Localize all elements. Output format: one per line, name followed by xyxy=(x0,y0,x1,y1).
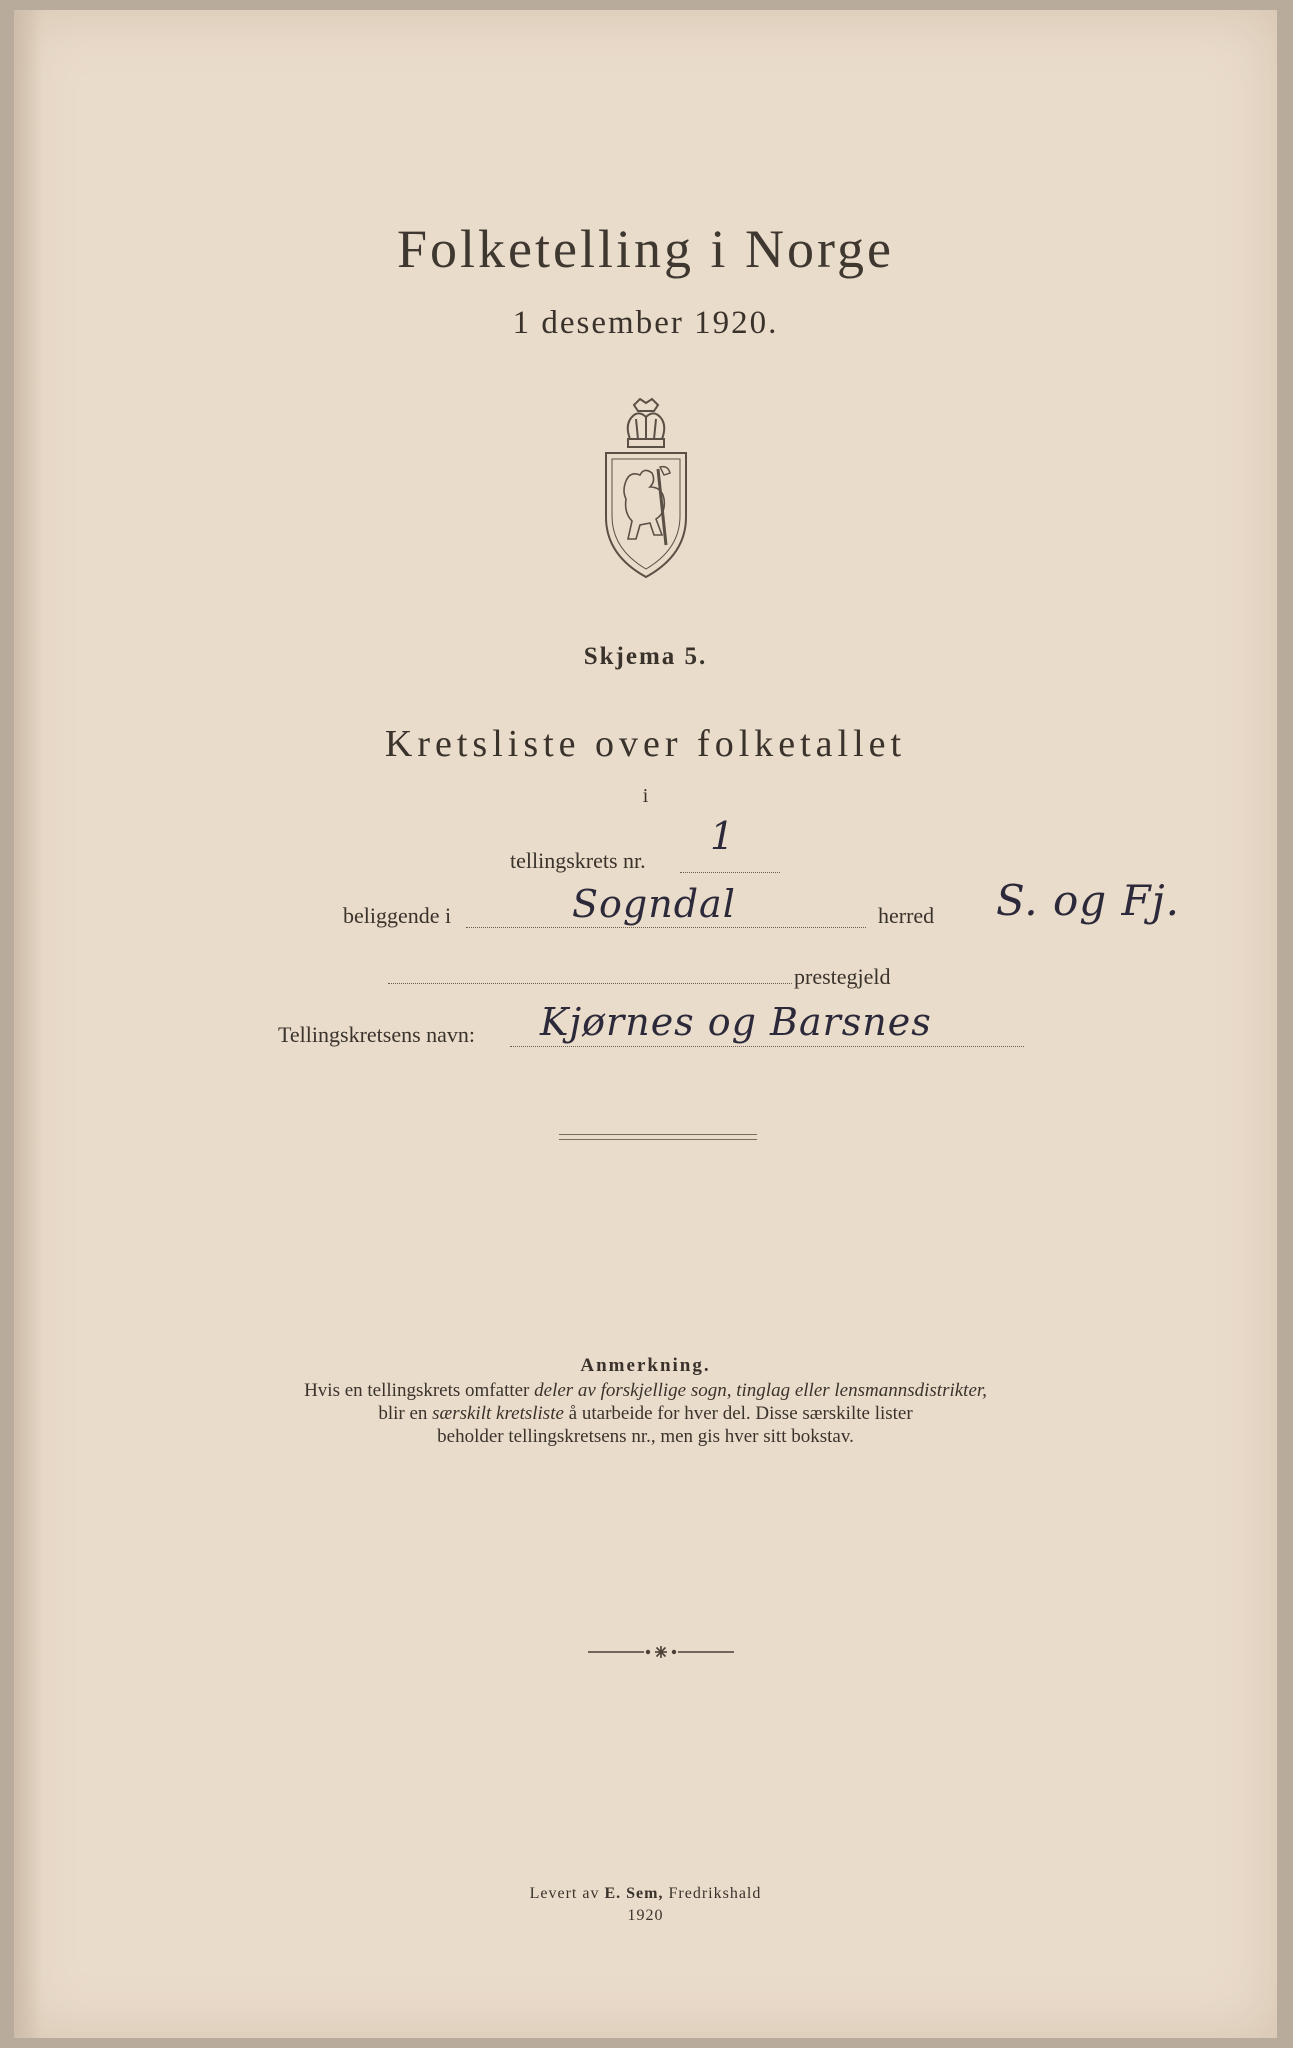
note-line-2 xyxy=(214,1402,1077,1425)
navn-line xyxy=(510,1046,1024,1047)
krets-value: 1 xyxy=(710,814,736,858)
herred-value: S. og Fj. xyxy=(996,876,1181,925)
ornament-divider-icon xyxy=(586,1644,736,1660)
norwegian-coat-of-arms-icon xyxy=(596,395,696,581)
beliggende-label: beliggende i xyxy=(343,903,452,928)
preposition-i: i xyxy=(642,785,649,807)
note-line-3: beholder tellingskretsens nr., men gis hver sitt bokstav. xyxy=(437,1426,854,1447)
herred-label: herred xyxy=(878,903,935,928)
divider-top xyxy=(559,1134,757,1135)
note-title: Anmerkning. xyxy=(580,1355,711,1376)
document-title: Folketelling i Norge xyxy=(397,219,894,279)
printer-place: Fredrikshald xyxy=(663,1885,762,1902)
printer-line xyxy=(14,1883,1277,1905)
beliggende-line xyxy=(466,927,866,928)
form-heading: Kretsliste over folketallet xyxy=(384,723,907,765)
note-line-2-italic: særskilt kretsliste xyxy=(432,1403,564,1424)
navn-label: Tellingskretsens navn: xyxy=(278,1022,476,1047)
document-date: 1 desember 1920. xyxy=(512,305,779,341)
note-line-1-text: Hvis en tellingskrets omfatter xyxy=(304,1380,535,1401)
prestegjeld-line xyxy=(388,983,792,984)
note-line-1 xyxy=(214,1379,1077,1402)
printer-name: E. Sem, xyxy=(604,1885,664,1902)
krets-label: tellingskrets nr. xyxy=(510,848,646,873)
krets-line xyxy=(680,872,780,873)
printer-prefix: Levert av xyxy=(529,1885,605,1902)
census-form-page xyxy=(14,10,1277,2038)
note-line-2-text-a: blir en xyxy=(378,1403,433,1424)
printer-credit xyxy=(14,1883,1277,1927)
printer-year: 1920 xyxy=(627,1907,664,1924)
schema-number: Skjema 5. xyxy=(583,643,708,670)
divider-bottom xyxy=(559,1139,757,1140)
prestegjeld-label: prestegjeld xyxy=(794,964,891,989)
beliggende-value: Sogndal xyxy=(572,882,736,926)
note-line-1-italic: deler av forskjellige sogn, tinglag eller lensmannsdistrikter, xyxy=(534,1380,987,1401)
navn-value: Kjørnes og Barsnes xyxy=(540,1000,932,1044)
note-line-2-text-c: å utarbeide for hver del. Disse særskilte lister xyxy=(563,1403,913,1424)
